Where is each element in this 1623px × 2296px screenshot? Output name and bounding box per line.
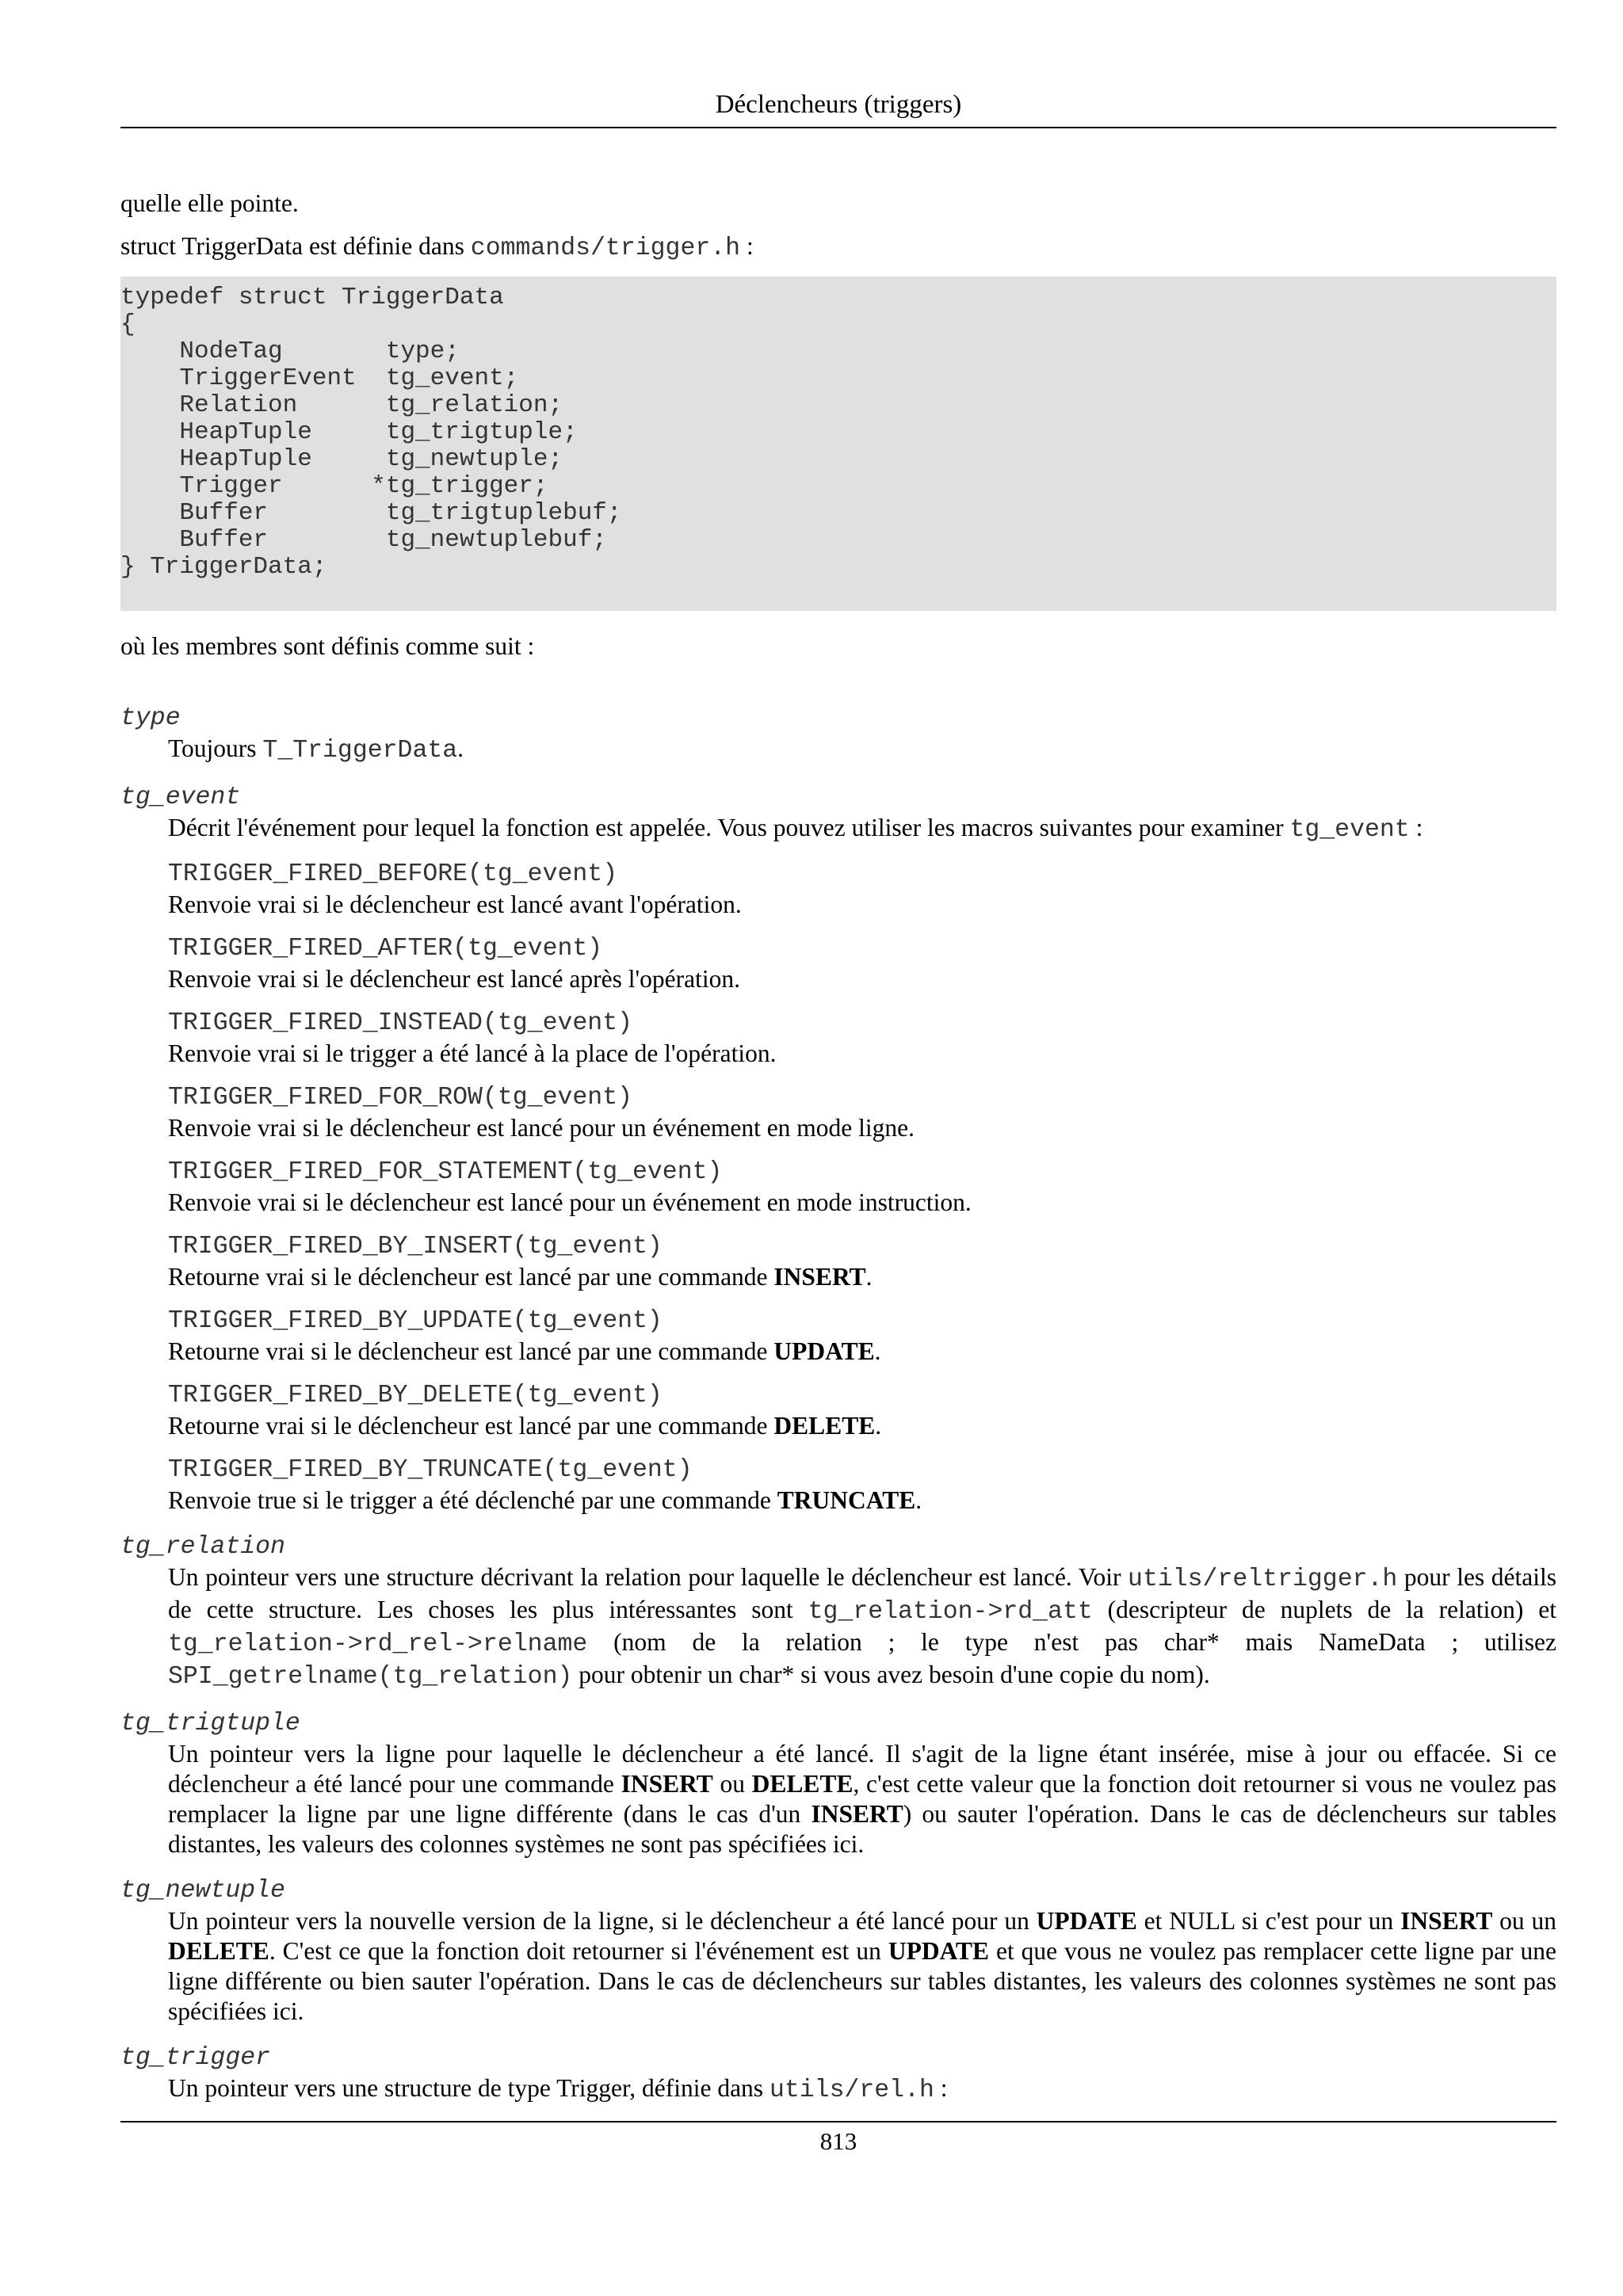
- macro-item: TRIGGER_FIRED_BY_DELETE(tg_event) Retourne vrai si le déclencheur est lancé par une commande DELETE.: [168, 1382, 882, 1440]
- header-file-path: commands/trigger.h: [470, 235, 741, 262]
- page-footer: [120, 2121, 1556, 2157]
- macro-item: TRIGGER_FIRED_BY_UPDATE(tg_event) Retourne vrai si le déclencheur est lancé par une commande UPDATE.: [168, 1307, 881, 1365]
- members-list: [120, 701, 1556, 2106]
- intro-line-1: quelle elle pointe.: [120, 189, 299, 217]
- member-term-tg-trigger: tg_trigger: [120, 2044, 271, 2072]
- macro-item: TRIGGER_FIRED_FOR_STATEMENT(tg_event) Renvoie vrai si le déclencheur est lancé pour un événement en mode instruction.: [168, 1158, 972, 1216]
- member-term-tg-event: tg_event: [120, 784, 241, 811]
- member-term-tg-newtuple: tg_newtuple: [120, 1877, 285, 1905]
- page-header: [120, 89, 1556, 128]
- member-term-tg-trigtuple: tg_trigtuple: [120, 1710, 300, 1737]
- page-number: 813: [819, 2127, 857, 2155]
- macro-item: TRIGGER_FIRED_AFTER(tg_event) Renvoie vrai si le déclencheur est lancé après l'opération.: [168, 935, 740, 993]
- intro-line-2: [120, 231, 1556, 264]
- member-desc-tg-newtuple: Un pointeur vers la nouvelle version de la ligne, si le déclencheur a été lancé pour un UPDATE et NULL si c'est pour un INSERT ou un DELETE. C'est ce que la fonction doit retourner si l'événement est un UPDATE et que vous ne voulez pas remplacer cette ligne par une ligne différente ou bien sauter l'opération. Dans le cas de déclencheurs sur tables distantes, les valeurs des colonnes systèmes ne sont pas spécifiées ici.: [168, 1907, 1557, 2025]
- header-title: Déclencheurs (triggers): [715, 90, 962, 119]
- macro-item: TRIGGER_FIRED_BY_TRUNCATE(tg_event) Renvoie true si le trigger a été déclenché par une commande TRUNCATE.: [168, 1456, 922, 1514]
- macro-item: TRIGGER_FIRED_INSTEAD(tg_event) Renvoie vrai si le trigger a été lancé à la place de l'opération.: [168, 1009, 777, 1067]
- member-term-type: type: [120, 704, 181, 732]
- member-desc-tg-event: Décrit l'événement pour lequel la fonction est appelée. Vous pouvez utiliser les macros suivantes pour examiner tg_event : TRIGGER_FIRED_BEFORE(tg_event) Renvoie vrai si le déclencheur est lancé avant l'opération. TRIGGER_FIRED_AFTER(tg_event) Renvoie vrai si le déclencheur est lancé après l'opération. TRIGGER_FIRED_INSTEAD(tg_event) Renvoie vrai si le trigger a été lancé à la place de l'opération. TRIGGER_FIRED_FOR_ROW(tg_event) Renvoie vrai si le déclencheur est lancé pour un événement en mode ligne. TRIGGER_FIRED_FOR_STATEMENT(tg_event) Renvoie vrai si le déclencheur est lancé pour un événement en mode instruction. TRIGGER_FIRED_BY_INSERT(tg_event) Retourne vrai si le déclencheur est lancé par une commande INSERT. TRIGGER_FIRED_BY_UPDATE(tg_event) Retourne vrai si le déclencheur est lancé par une commande UPDATE. TRIGGER_FIRED_BY_DELETE(tg_event) Retourne vrai si le déclencheur est lancé par une commande DELETE. TRIGGER_FIRED_BY_TRUNCATE(tg_event) Renvoie true si le trigger a été déclenché par une commande TRUNCATE.: [168, 813, 1556, 1516]
- macro-item: TRIGGER_FIRED_BEFORE(tg_event) Renvoie vrai si le déclencheur est lancé avant l'opération.: [168, 860, 742, 918]
- code-block-triggerdata: typedef struct TriggerData { NodeTag type; TriggerEvent tg_event; Relation tg_relation; HeapTuple tg_trigtuple; HeapTuple tg_newtuple; Trigger *tg_trigger; Buffer tg_trigtuplebuf; Buffer tg_newtuplebuf; } TriggerData;: [120, 277, 1556, 611]
- member-term-tg-relation: tg_relation: [120, 1533, 285, 1561]
- intro-colon: :: [740, 232, 754, 260]
- member-desc-tg-relation: Un pointeur vers une structure décrivant la relation pour laquelle le déclencheur est lancé. Voir utils/reltrigger.h pour les détails de cette structure. Les choses les plus intéressantes sont tg_relation->rd_att (descripteur de nuplets de la relation) et tg_relation->rd_rel->relname (nom de la relation ; le type n'est pas char* mais NameData ; utilisez SPI_getrelname(tg_relation) pour obtenir un char* si vous avez besoin d'une copie du nom).: [168, 1563, 1556, 1691]
- member-desc-tg-trigtuple: Un pointeur vers la ligne pour laquelle le déclencheur a été lancé. Il s'agit de la ligne étant insérée, mise à jour ou effacée. Si ce déclencheur a été lancé pour une commande INSERT ou DELETE, c'est cette valeur que la fonction doit retourner si vous ne voulez pas remplacer la ligne par une ligne différente (dans le cas d'un INSERT) ou sauter l'opération. Dans le cas de déclencheurs sur tables distantes, les valeurs des colonnes systèmes ne sont pas spécifiées ici.: [168, 1740, 1556, 1858]
- member-desc-tg-trigger: Un pointeur vers une structure de type Trigger, définie dans utils/rel.h :: [168, 2074, 948, 2104]
- macro-item: TRIGGER_FIRED_FOR_ROW(tg_event) Renvoie vrai si le déclencheur est lancé pour un événement en mode ligne.: [168, 1084, 915, 1142]
- macro-item: TRIGGER_FIRED_BY_INSERT(tg_event) Retourne vrai si le déclencheur est lancé par une commande INSERT.: [168, 1233, 873, 1291]
- page-content: [120, 189, 1556, 2120]
- members-intro: où les membres sont définis comme suit :: [120, 632, 535, 660]
- intro-text: struct TriggerData est définie dans: [120, 232, 471, 260]
- member-desc-type: Toujours T_TriggerData.: [168, 734, 464, 765]
- macro-list: [168, 860, 1556, 1516]
